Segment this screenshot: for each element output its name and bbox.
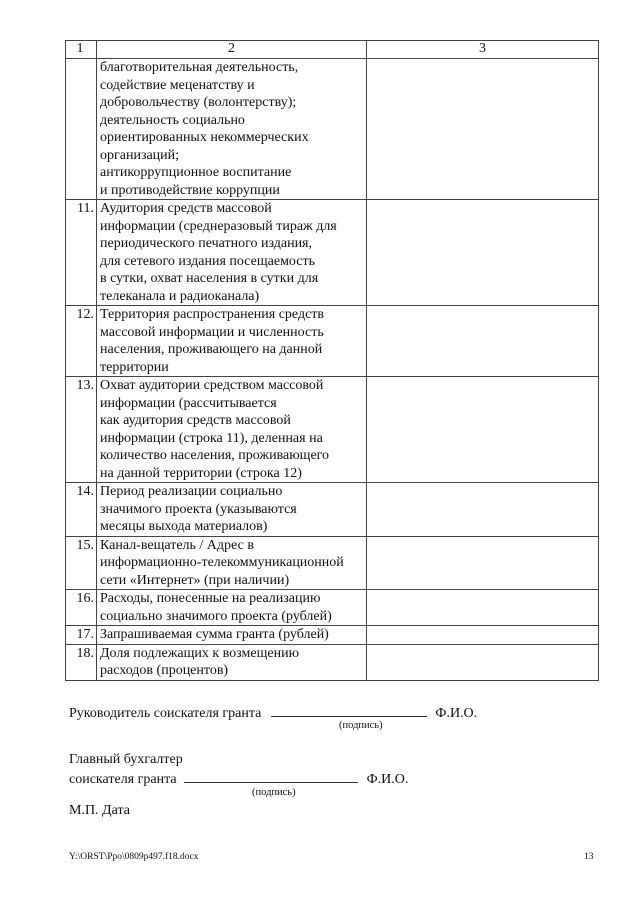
description-line: информации (рассчитывается: [100, 395, 277, 411]
table-row: [66, 626, 599, 645]
accountant-label-line-2: соискателя гранта: [69, 772, 177, 787]
row-value-cell: [367, 536, 599, 590]
description-line: Аудитория средств массовой: [100, 201, 272, 216]
description-line: как аудитория средств массовой: [100, 413, 291, 428]
director-signature-caption: (подпись): [339, 720, 383, 731]
description-line: деятельность социально: [100, 112, 245, 128]
row-description: [97, 200, 367, 306]
row-value-cell: [367, 377, 599, 483]
row-value-cell: [367, 200, 599, 306]
description-line: значимого проекта (указываются: [100, 501, 297, 517]
row-description: [97, 59, 367, 200]
table-row: [66, 536, 599, 590]
description-line: организаций;: [100, 147, 180, 163]
description-line: добровольчеству (волонтерству);: [100, 95, 297, 110]
description-line: благотворительная деятельность,: [100, 60, 299, 75]
row-value-cell: [367, 626, 599, 645]
director-signature-line: [69, 704, 477, 722]
row-number: [66, 59, 97, 200]
row-value-cell: [367, 306, 599, 377]
table-row: [66, 644, 599, 680]
row-number: 16.: [66, 590, 97, 626]
table-row: [66, 377, 599, 483]
description-line: Канал-вещатель / Адрес в: [100, 537, 254, 553]
footer-file-path: Y:\ORST\Ppo\0809p497.f18.docx: [69, 852, 199, 862]
description-line: месяцы выхода материалов): [100, 519, 268, 534]
description-line: на данной территории (строка 12): [100, 465, 302, 481]
table-row: [66, 306, 599, 377]
row-number: 15.: [66, 536, 97, 590]
accountant-label-line-1: Главный бухгалтер: [69, 752, 183, 767]
row-value-cell: [367, 590, 599, 626]
row-description: [97, 590, 367, 626]
description-line: периодического печатного издания,: [100, 236, 312, 251]
table-row-continuation: [66, 59, 599, 200]
description-line: населения, проживающего на данной: [100, 342, 323, 357]
description-line: сети «Интернет» (при наличии): [100, 572, 290, 588]
description-line: территории: [100, 359, 169, 375]
description-line: Расходы, понесенные на реализацию: [100, 591, 321, 606]
table-row: [66, 590, 599, 626]
application-form-table: [65, 40, 599, 681]
table-row: [66, 200, 599, 306]
description-line: телеканала и радиоканала): [100, 288, 260, 304]
table-body: [66, 200, 599, 681]
stamp-date-label: М.П. Дата: [69, 803, 130, 818]
row-number: 14.: [66, 483, 97, 537]
description-line: в сутки, охват населения в сутки для: [100, 271, 319, 286]
description-line: Территория распространения средств: [100, 307, 325, 322]
description-line: Период реализации социально: [100, 484, 283, 499]
accountant-signature-caption: (подпись): [252, 787, 296, 798]
description-line: информации (среднеразовый тираж для: [100, 218, 337, 234]
footer-page-number: 13: [584, 852, 594, 862]
accountant-fio: Ф.И.О.: [366, 772, 409, 787]
row-description: [97, 644, 367, 680]
row-description: [97, 536, 367, 590]
description-line: антикоррупционное воспитание: [100, 165, 292, 180]
director-fio: Ф.И.О.: [435, 706, 478, 721]
row-value-cell: [367, 483, 599, 537]
description-line: информации (строка 11), деленная на: [100, 430, 323, 446]
description-line: для сетевого издания посещаемость: [100, 253, 315, 269]
column-header-3: 3: [367, 41, 599, 59]
row-description: [97, 483, 367, 537]
director-label: Руководитель соискателя гранта: [69, 706, 262, 721]
row-number: 18.: [66, 644, 97, 680]
description-line: массовой информации и численность: [100, 324, 324, 340]
row-description: [97, 626, 367, 645]
description-line: социально значимого проекта (рублей): [100, 608, 332, 624]
accountant-signature-line: [69, 770, 408, 788]
row-number: 11.: [66, 200, 97, 306]
table-header-row: [66, 41, 599, 59]
row-number: 13.: [66, 377, 97, 483]
description-line: количество населения, проживающего: [100, 448, 330, 463]
description-line: Запрашиваемая сумма гранта (рублей): [100, 627, 329, 642]
row-number: 12.: [66, 306, 97, 377]
row-description: [97, 306, 367, 377]
description-line: Доля подлежащих к возмещению: [100, 645, 300, 661]
column-header-2: 2: [97, 41, 367, 59]
row-value-cell: [367, 59, 599, 200]
description-line: содействие меценатству и: [100, 77, 255, 93]
description-line: и противодействие коррупции: [100, 182, 280, 198]
description-line: расходов (процентов): [100, 663, 229, 678]
row-number: 17.: [66, 626, 97, 645]
description-line: ориентированных некоммерческих: [100, 130, 309, 145]
row-value-cell: [367, 644, 599, 680]
row-description: [97, 377, 367, 483]
director-signature-field: [271, 704, 427, 717]
description-line: информационно-телекоммуникационной: [100, 555, 344, 570]
accountant-signature-field: [184, 770, 358, 783]
description-line: Охват аудитории средством массовой: [100, 378, 324, 393]
column-header-1: 1: [66, 41, 97, 59]
table-row: [66, 483, 599, 537]
